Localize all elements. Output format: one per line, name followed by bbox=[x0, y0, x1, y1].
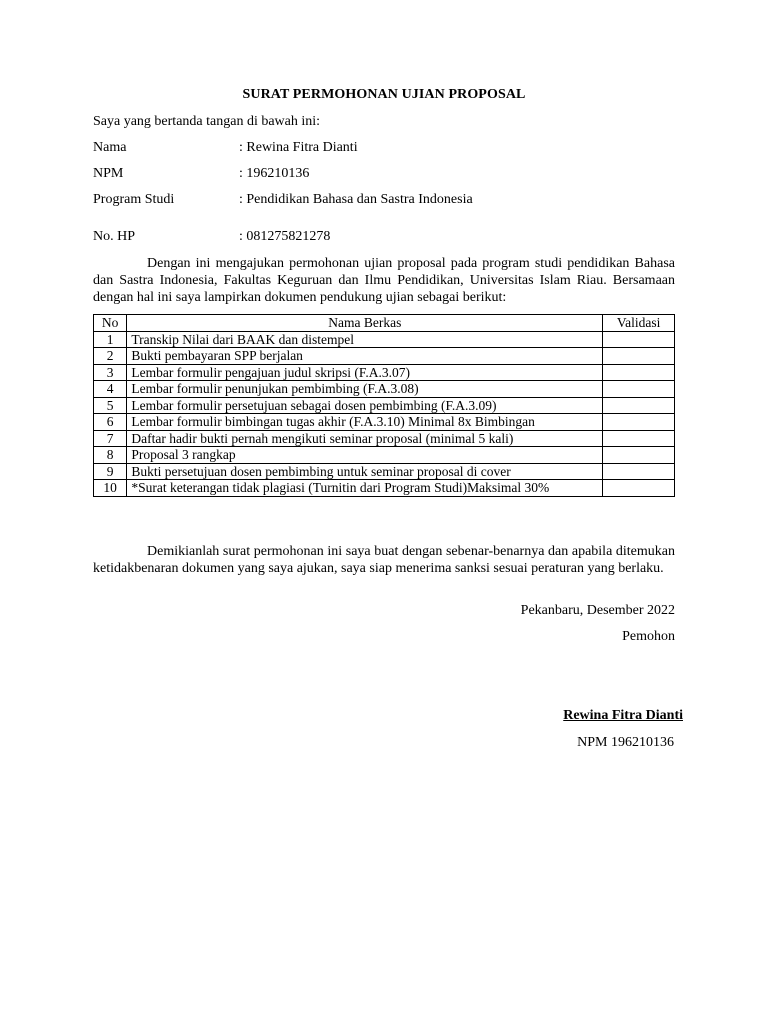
row-number: 10 bbox=[94, 480, 127, 497]
table-row bbox=[94, 480, 675, 497]
table-row bbox=[94, 430, 675, 447]
field-value: : 081275821278 bbox=[239, 229, 331, 244]
row-validasi bbox=[603, 348, 675, 365]
header-validasi: Validasi bbox=[603, 315, 675, 332]
row-number: 8 bbox=[94, 447, 127, 464]
row-validasi bbox=[603, 430, 675, 447]
row-validasi bbox=[603, 364, 675, 381]
intro-text: Saya yang bertanda tangan di bawah ini: bbox=[93, 114, 321, 129]
table-row bbox=[94, 447, 675, 464]
row-file-name: Lembar formulir pengajuan judul skripsi (F.A.3.07) bbox=[127, 364, 603, 381]
field-npm bbox=[93, 166, 675, 182]
table-header-row bbox=[94, 315, 675, 332]
table-row bbox=[94, 381, 675, 398]
field-value: : Pendidikan Bahasa dan Sastra Indonesia bbox=[239, 192, 473, 207]
document-title: SURAT PERMOHONAN UJIAN PROPOSAL bbox=[242, 87, 526, 102]
table-row bbox=[94, 364, 675, 381]
row-validasi bbox=[603, 414, 675, 431]
row-number: 1 bbox=[94, 331, 127, 348]
row-number: 5 bbox=[94, 397, 127, 414]
applicant-label: Pemohon bbox=[622, 629, 675, 644]
field-program-studi bbox=[93, 192, 675, 208]
signer-name: Rewina Fitra Dianti bbox=[563, 708, 683, 723]
table-row bbox=[94, 348, 675, 365]
table-row bbox=[94, 397, 675, 414]
field-label: NPM bbox=[93, 166, 124, 181]
field-value: : 196210136 bbox=[239, 166, 310, 181]
field-nama bbox=[93, 140, 675, 156]
place-date: Pekanbaru, Desember 2022 bbox=[520, 603, 675, 618]
header-no: No bbox=[94, 315, 127, 332]
row-validasi bbox=[603, 447, 675, 464]
signer-npm: NPM 196210136 bbox=[577, 735, 674, 750]
row-validasi bbox=[603, 381, 675, 398]
row-file-name: Daftar hadir bukti pernah mengikuti seminar proposal (minimal 5 kali) bbox=[127, 430, 603, 447]
row-file-name: Lembar formulir persetujuan sebagai dosen pembimbing (F.A.3.09) bbox=[127, 397, 603, 414]
field-value: : Rewina Fitra Dianti bbox=[239, 140, 358, 155]
row-file-name: *Surat keterangan tidak plagiasi (Turnitin dari Program Studi)Maksimal 30% bbox=[127, 480, 603, 497]
row-validasi bbox=[603, 397, 675, 414]
row-number: 6 bbox=[94, 414, 127, 431]
row-file-name: Bukti persetujuan dosen pembimbing untuk seminar proposal di cover bbox=[127, 463, 603, 480]
row-file-name: Transkip Nilai dari BAAK dan distempel bbox=[127, 331, 603, 348]
table-row bbox=[94, 463, 675, 480]
row-number: 9 bbox=[94, 463, 127, 480]
row-file-name: Bukti pembayaran SPP berjalan bbox=[127, 348, 603, 365]
request-paragraph: Dengan ini mengajukan permohonan ujian proposal pada program studi pendidikan Bahasa dan Sastra Indonesia, Fakultas Keguruan dan Ilmu Pendidikan, Universitas Islam Riau. Bersamaan dengan hal ini saya lampirkan dokumen pendukung ujian sebagai berikut: bbox=[93, 256, 675, 305]
row-file-name: Lembar formulir bimbingan tugas akhir (F.A.3.10) Minimal 8x Bimbingan bbox=[127, 414, 603, 431]
row-validasi bbox=[603, 331, 675, 348]
row-validasi bbox=[603, 480, 675, 497]
field-label: No. HP bbox=[93, 229, 136, 244]
table-row bbox=[94, 331, 675, 348]
field-label: Program Studi bbox=[93, 192, 175, 207]
header-nama-berkas: Nama Berkas bbox=[127, 315, 603, 332]
row-number: 3 bbox=[94, 364, 127, 381]
field-label: Nama bbox=[93, 140, 127, 155]
closing-paragraph: Demikianlah surat permohonan ini saya buat dengan sebenar-benarnya dan apabila ditemukan ketidakbenaran dokumen yang saya ajukan, saya siap menerima sanksi sesuai peraturan yang berlaku. bbox=[93, 544, 675, 576]
row-file-name: Proposal 3 rangkap bbox=[127, 447, 603, 464]
table-row bbox=[94, 414, 675, 431]
row-file-name: Lembar formulir penunjukan pembimbing (F.A.3.08) bbox=[127, 381, 603, 398]
row-number: 7 bbox=[94, 430, 127, 447]
document-checklist-table bbox=[93, 314, 675, 497]
row-validasi bbox=[603, 463, 675, 480]
row-number: 2 bbox=[94, 348, 127, 365]
field-no-hp bbox=[93, 229, 675, 245]
row-number: 4 bbox=[94, 381, 127, 398]
